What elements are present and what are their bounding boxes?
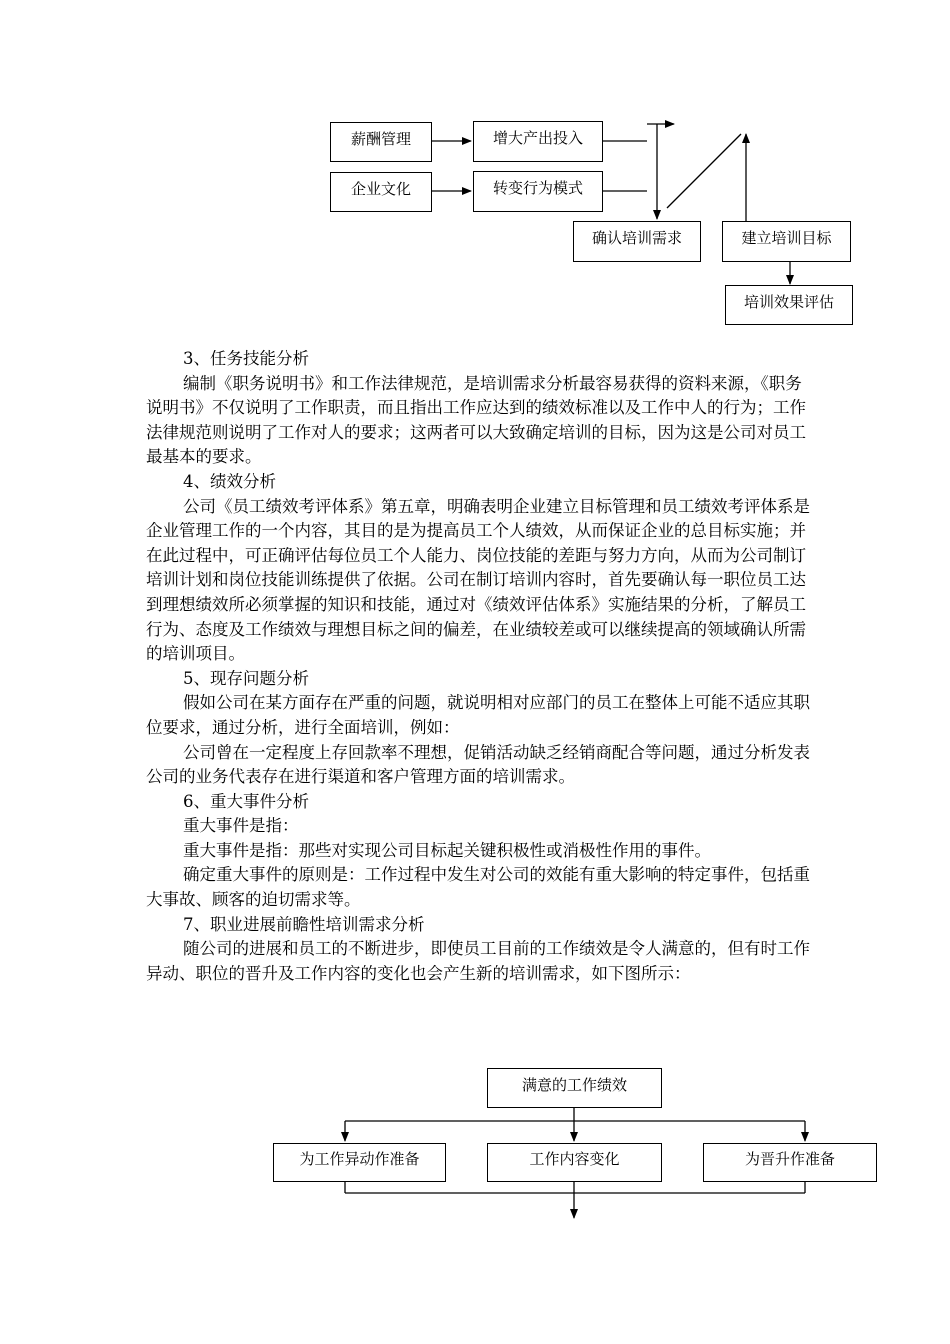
box-content-change: 工作内容变化 — [487, 1143, 662, 1182]
box-prepare-promotion: 为晋升作准备 — [703, 1143, 877, 1182]
heading-task-skill: 3、任务技能分析 — [183, 349, 309, 368]
box-satisfactory-performance: 满意的工作绩效 — [487, 1068, 662, 1108]
heading-existing-problems: 5、现存问题分析 — [183, 668, 309, 688]
paragraph-existing-problems: 假如公司在某方面存在严重的问题，就说明相对应部门的员工在整体上可能不适应其职位要求，通过分析，进行全面培训，例如： — [146, 693, 810, 737]
diagonal-line — [667, 134, 741, 208]
box-set-goals: 建立培训目标 — [722, 221, 851, 262]
box-salary: 薪酬管理 — [330, 122, 432, 162]
heading-major-events: 6、重大事件分析 — [183, 791, 309, 811]
paragraph-major-events-principle: 确定重大事件的原则是：工作过程中发生对公司的效能有重大影响的特定事件，包括重大事故、顾客的迫切需求等。 — [146, 865, 810, 910]
box-culture: 企业文化 — [330, 172, 432, 212]
paragraph-career-development: 随公司的进展和员工的不断进步，即使员工目前的工作绩效是令人满意的，但有时工作异动、职位的晋升及工作内容的变化也会产生新的培训需求，如下图所示： — [146, 939, 810, 983]
body-text — [146, 347, 816, 986]
paragraph-major-events-definition: 重大事件是指：那些对实现公司目标起关键积极性或消极性作用的事件。 — [183, 840, 711, 860]
box-prepare-transfer: 为工作异动作准备 — [273, 1143, 446, 1182]
box-increase-output: 增大产出投入 — [473, 121, 603, 162]
heading-performance: 4、绩效分析 — [183, 471, 276, 491]
paragraph-example: 公司曾在一定程度上存回款率不理想，促销活动缺乏经销商配合等问题，通过分析发表公司的业务代表存在进行渠道和客户管理方面的培训需求。 — [146, 742, 810, 787]
box-confirm-needs: 确认培训需求 — [573, 221, 701, 262]
box-change-behavior: 转变行为模式 — [473, 171, 603, 212]
paragraph-task-skill: 编制《职务说明书》和工作法律规范，是培训需求分析最容易获得的资料来源，《职务说明书》不仅说明了工作职责，而且指出工作应达到的绩效标准以及工作中人的行为；工作法律规范则说明了工作对人的要求；这两者可以大致确定培训的目标，因为这是公司对员工最基本的要求。 — [146, 373, 806, 467]
box-evaluate: 培训效果评估 — [725, 285, 853, 325]
paragraph-major-events-intro: 重大事件是指： — [183, 816, 299, 836]
heading-career-development: 7、职业进展前瞻性培训需求分析 — [183, 914, 425, 934]
paragraph-performance: 公司《员工绩效考评体系》第五章，明确表明企业建立目标管理和员工绩效考评体系是企业管理工作的一个内容，其目的是为提高员工个人绩效，从而保证企业的总目标实施；并在此过程中，可正确评估每位员工个人能力、岗位技能的差距与努力方向，从而为公司制订培训计划和岗位技能训练提供了依据。公司在制订培训内容时，首先要确认每一职位员工达到理想绩效所必须掌握的知识和技能，通过对《绩效评估体系》实施结果的分析，了解员工行为、态度及工作绩效与理想目标之间的偏差，在业绩较差或可以继续提高的领域确认所需的培训项目。 — [146, 496, 810, 664]
